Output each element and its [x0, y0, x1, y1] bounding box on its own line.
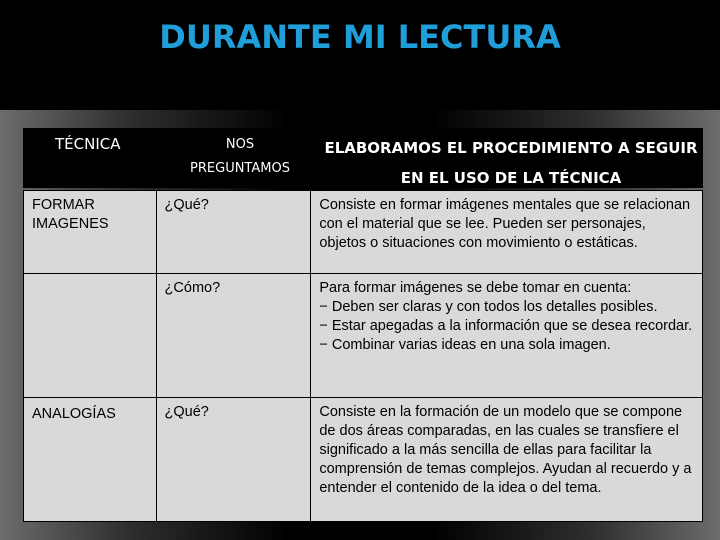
header-elab-line2: EN EL USO DE LA TÉCNICA [400, 169, 622, 187]
cell-pregunta: ¿Qué? [156, 398, 311, 522]
proc-item: − Estar apegadas a la información que se desea recordar. [319, 318, 693, 334]
proc-intro: Para formar imágenes se debe tomar en cuenta: [319, 280, 632, 296]
cell-procedimiento: Consiste en formar imágenes mentales que se relacionan con el material que se lee. Pueden ser personajes, objetos o situaciones con movimiento o estáticas. [311, 191, 703, 274]
tecnica-line2: IMAGENES [32, 216, 109, 232]
proc-item: − Deben ser claras y con todos los detalles posibles. [319, 299, 658, 315]
cell-procedimiento: Consiste en la formación de un modelo que se compone de dos áreas comparadas, en las cuales se transfiere el significado a la más sencilla de ellas para facilitar la comprensión de temas complejos. Ayudan al recuerdo y a entender el contenido de la idea o del tema. [311, 398, 703, 522]
tecnica-line1: ANALOGÍAS [32, 406, 116, 422]
cell-tecnica [24, 274, 157, 398]
techniques-table [23, 190, 703, 522]
header-nos-preguntamos [160, 133, 320, 181]
page-title: DURANTE MI LECTURA [159, 18, 561, 56]
cell-tecnica [24, 398, 157, 522]
header-nos-line2: PREGUNTAMOS [190, 161, 290, 176]
header-elab-line1: ELABORAMOS EL PROCEDIMIENTO A SEGUIR [324, 139, 698, 157]
tecnica-line1: FORMAR [32, 197, 95, 213]
table-row [24, 274, 703, 398]
table-row [24, 191, 703, 274]
cell-pregunta: ¿Qué? [156, 191, 311, 274]
cell-procedimiento [311, 274, 703, 398]
header-tecnica: TÉCNICA [55, 135, 121, 153]
cell-pregunta: ¿Cómo? [156, 274, 311, 398]
header-nos-line1: NOS [225, 137, 255, 152]
header-elaboramos [318, 133, 704, 193]
cell-tecnica [24, 191, 157, 274]
table-row [24, 398, 703, 522]
proc-item: − Combinar varias ideas en una sola imagen. [319, 337, 611, 353]
